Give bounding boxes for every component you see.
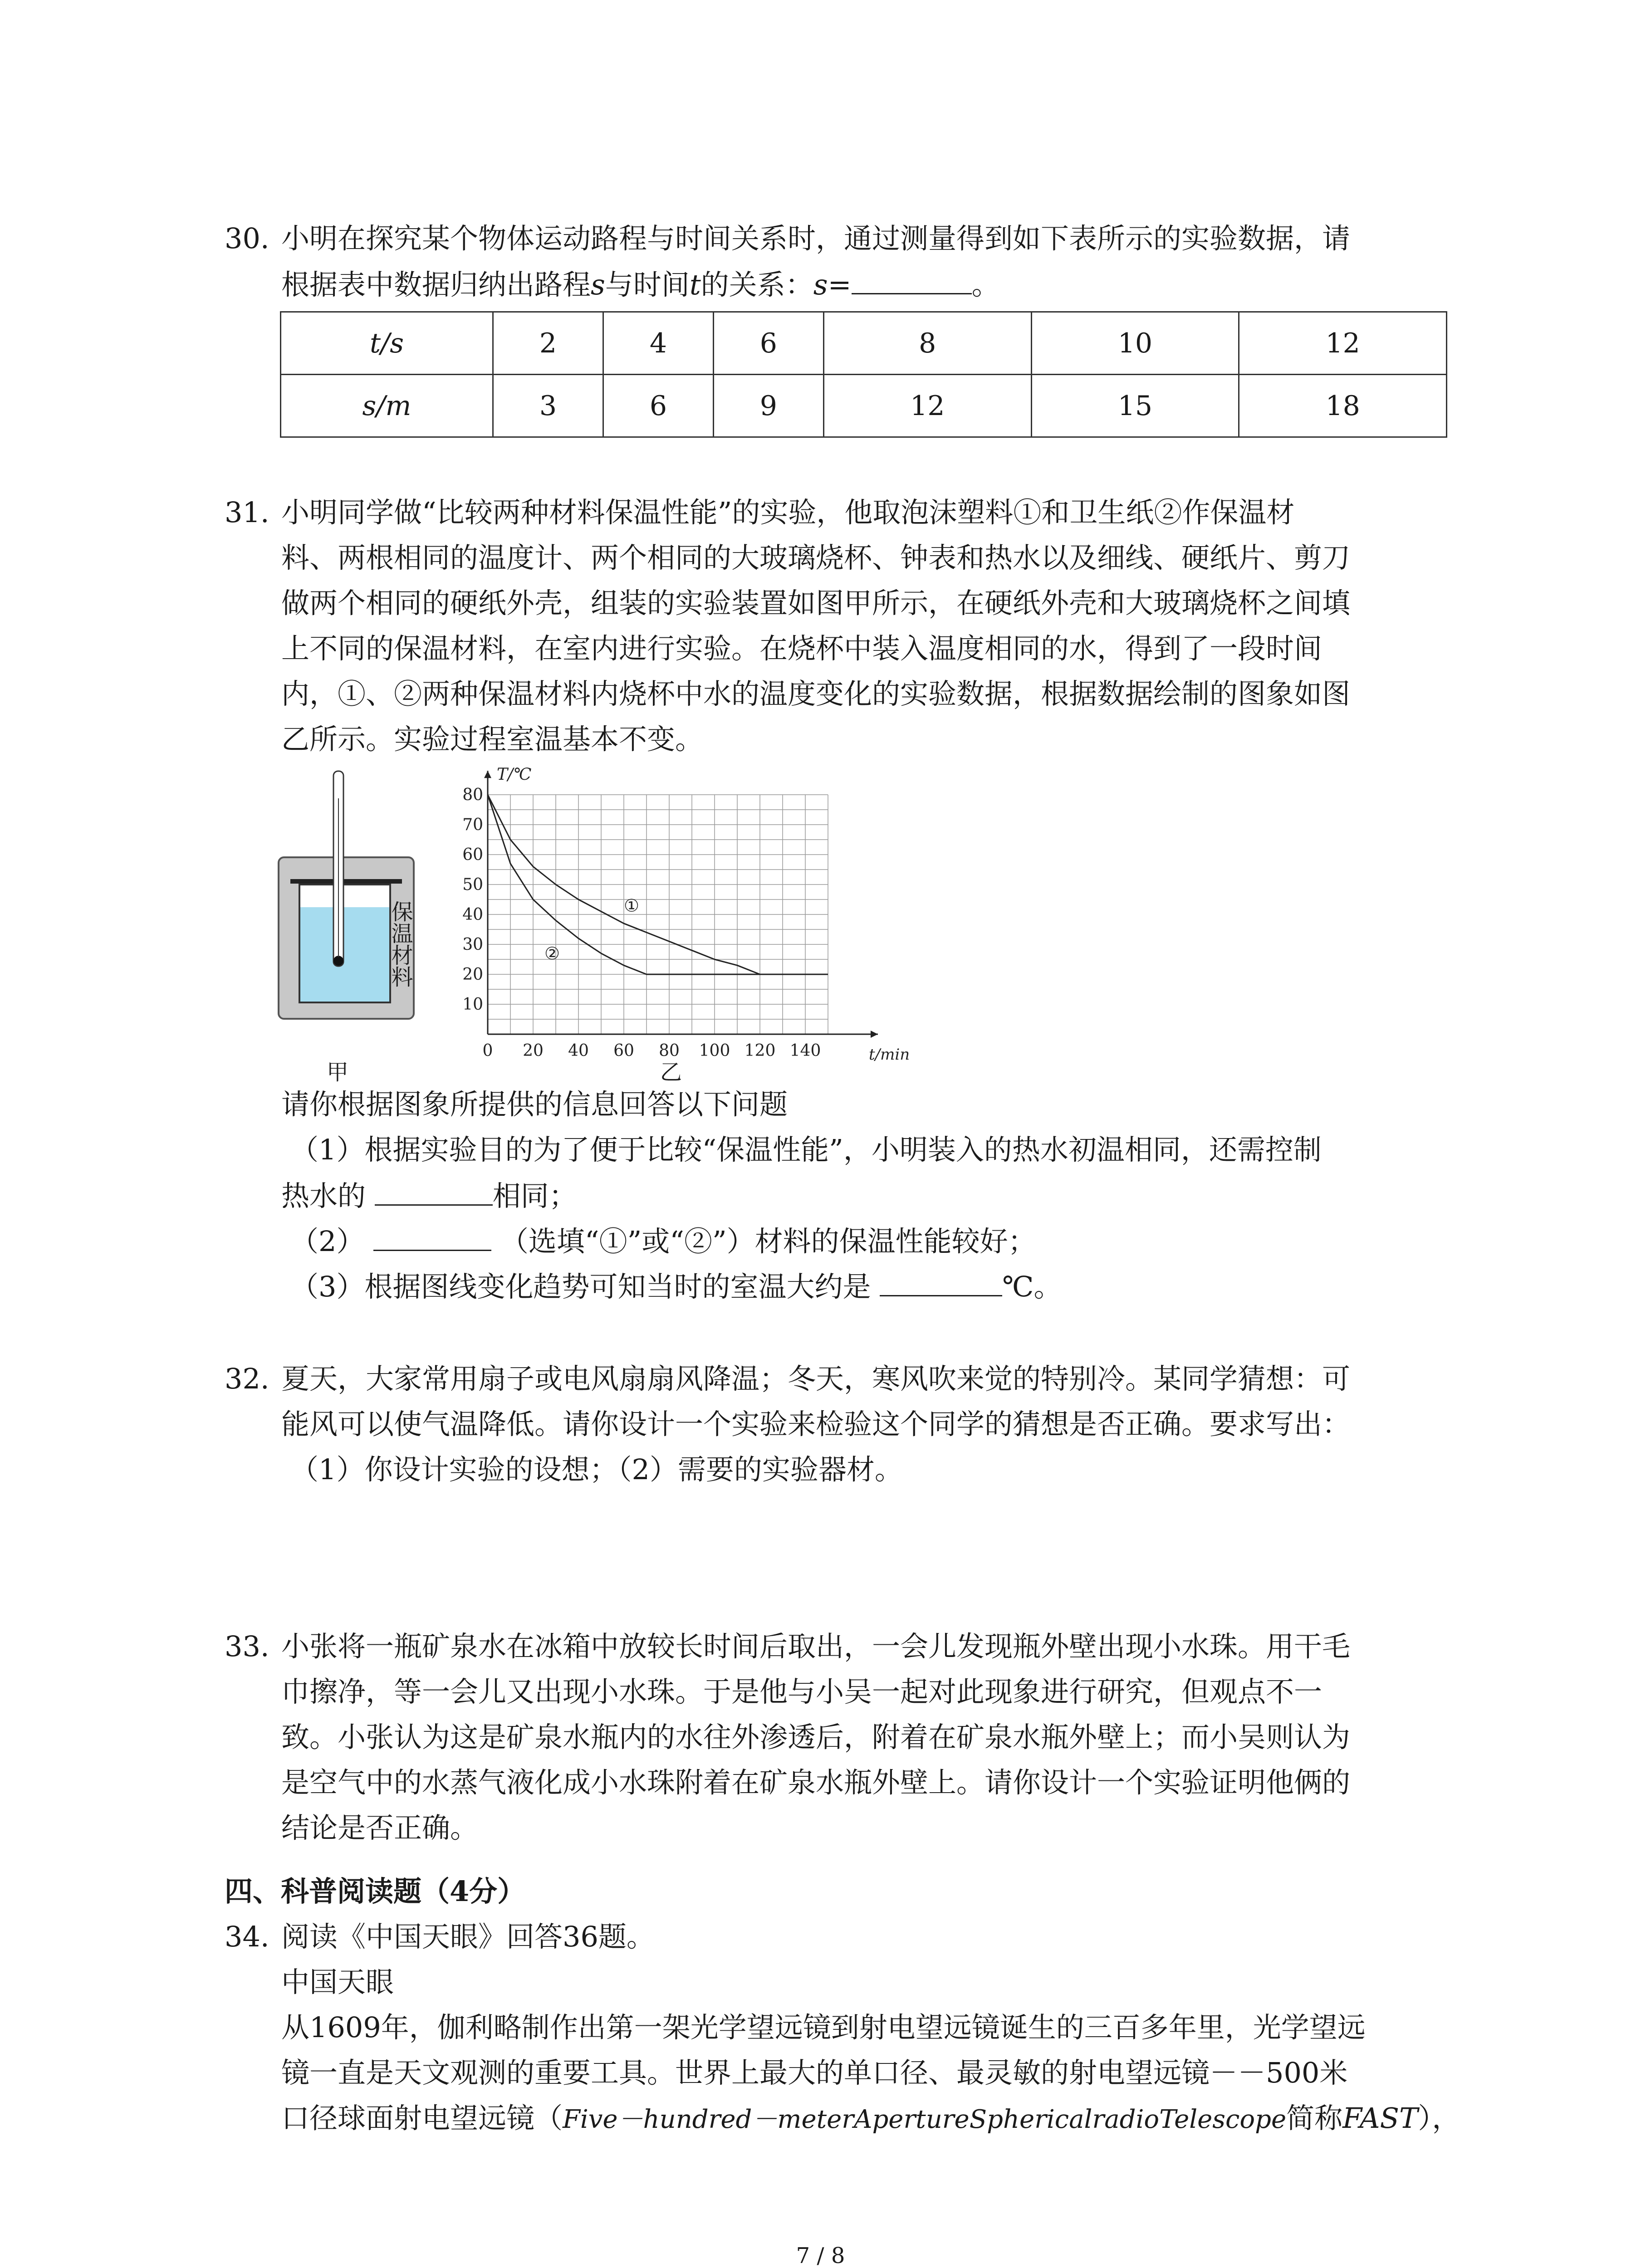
q33-line-2: 巾擦净，等一会儿又出现小水珠。于是他与小吴一起对此现象进行研究，但观点不一 [281, 1675, 1323, 1708]
q31-sub2 [290, 1218, 1036, 1264]
q34-number: 34. [225, 1920, 269, 1953]
q34-title: 中国天眼 [281, 1965, 394, 1999]
y-tick-label: 10 [462, 995, 483, 1014]
q34-line-5-a: 口径球面射电望远镜（ [281, 2102, 563, 2135]
table-cell: 2 [493, 312, 603, 375]
table-cell: 8 [823, 312, 1031, 375]
y-tick-label: 80 [462, 786, 483, 804]
section-heading: 四、科普阅读题（4分） [225, 1875, 526, 1908]
q31-number: 31. [225, 496, 269, 529]
x-axis-label: t/min [869, 1046, 910, 1064]
table-cell: 9 [713, 375, 823, 437]
x-tick-label: 40 [568, 1041, 589, 1060]
x-tick-label: 120 [744, 1041, 776, 1060]
q30-eq: s= [813, 268, 852, 301]
q31-line-3: 做两个相同的硬纸外壳，组装的实验装置如图甲所示，在硬纸外壳和大玻璃烧杯之间填 [281, 587, 1351, 620]
series-label-1: ① [624, 895, 640, 916]
q31-sub1-b: 热水的 [281, 1179, 366, 1212]
table-cell: 3 [493, 375, 603, 437]
q30-answer-blank[interactable] [852, 261, 972, 294]
table-cell: 6 [713, 312, 823, 375]
table-cell: 12 [823, 375, 1031, 437]
table-row-t [281, 312, 1447, 375]
q34-line-5-c: ）， [1418, 2102, 1460, 2135]
q33-line-3: 致。小张认为这是矿泉水瓶内的水往外渗透后，附着在矿泉水瓶外壁上；而小吴则认为 [281, 1721, 1351, 1754]
q32-line-2: 能风可以使气温降低。请你设计一个实验来检验这个同学的猜想是否正确。要求写出： [281, 1408, 1351, 1441]
q30-line-2-end: 。 [971, 268, 1000, 301]
q30-number: 30. [225, 222, 269, 255]
table-cell: 12 [1239, 312, 1447, 375]
q31-sub1-line1: （1）根据实验目的为了便于比较“保温性能”，小明装入的热水初温相同，还需控制 [290, 1133, 1322, 1166]
thermometer-bulb [333, 956, 343, 966]
q31-sub3 [290, 1263, 1062, 1310]
fig-yi-caption: 乙 [660, 1060, 682, 1085]
x-tick-label: 60 [613, 1041, 634, 1060]
y-tick-label: 40 [462, 905, 483, 924]
q33-line-1: 小张将一瓶矿泉水在冰箱中放较长时间后取出，一会儿发现瓶外壁出现小水珠。用干毛 [281, 1630, 1351, 1663]
q34-line-1: 阅读《中国天眼》回答36题。 [281, 1920, 655, 1953]
y-axis-label: T/℃ [497, 765, 532, 784]
q31-prompt: 请你根据图象所提供的信息回答以下问题 [281, 1088, 788, 1121]
y-axis-arrow [484, 771, 491, 778]
y-tick-label: 20 [462, 965, 483, 984]
y-tick-label: 60 [462, 846, 483, 864]
q34-line-5-b: 简称 [1286, 2102, 1343, 2135]
table-cell: 6 [603, 375, 713, 437]
q31-line-2: 料、两根相同的温度计、两个相同的大玻璃烧杯、钟表和热水以及细线、硬纸片、剪刀 [281, 541, 1351, 574]
q30-var-t: t [689, 268, 701, 301]
table-row-s [281, 375, 1447, 437]
q31-sub2-b: （选填“①”或“②”）材料的保温性能较好； [500, 1225, 1036, 1258]
q33-line-4: 是空气中的水蒸气液化成小水珠附着在矿泉水瓶外壁上。请你设计一个实验证明他俩的 [281, 1766, 1351, 1799]
q31-sub1-c: 相同； [492, 1179, 577, 1212]
x-tick-label: 140 [789, 1041, 821, 1060]
table-head-s: s/m [281, 375, 493, 437]
q31-line-1: 小明同学做“比较两种材料保温性能”的实验，他取泡沫塑料①和卫生纸②作保温材 [281, 496, 1295, 529]
water [300, 907, 389, 1002]
q31-sub2-blank[interactable] [373, 1218, 491, 1251]
q34-line-4: 镜一直是天文观测的重要工具。世界上最大的单口径、最灵敏的射电望远镜－－500米 [281, 2056, 1348, 2089]
q32-line-3: （1）你设计实验的设想；（2）需要的实验器材。 [290, 1453, 903, 1486]
q30-data-table [280, 311, 1447, 438]
y-tick-label: 30 [462, 935, 483, 954]
series-label-2: ② [544, 943, 560, 963]
q30-line-1: 小明在探究某个物体运动路程与时间关系时，通过测量得到如下表所示的实验数据，请 [281, 222, 1351, 255]
x-tick-label: 0 [482, 1041, 493, 1060]
x-tick-label: 80 [659, 1041, 680, 1060]
q33-line-5: 结论是否正确。 [281, 1811, 479, 1844]
table-head-t: t/s [281, 312, 493, 375]
page-number: 7 / 8 [796, 2243, 845, 2268]
q31-sub3-blank[interactable] [880, 1263, 1002, 1296]
table-cell: 15 [1031, 375, 1239, 437]
q31-sub1-line2 [281, 1173, 577, 1219]
q34-fast-full-name: Five－hundred－meterApertureSphericalradioTelescope [563, 2105, 1287, 2134]
q31-line-5: 内，①、②两种保温材料内烧杯中水的温度变化的实验数据，根据数据绘制的图象如图 [281, 677, 1351, 710]
q30-line-2-c: 的关系： [700, 268, 813, 301]
q31-line-6: 乙所示。实验过程室温基本不变。 [281, 723, 704, 756]
q31-sub1-blank[interactable] [375, 1173, 493, 1206]
y-tick-label: 50 [462, 875, 483, 894]
q30-line-2 [281, 261, 1000, 308]
q31-sub3-b: ℃。 [1002, 1270, 1062, 1303]
fig-jia-caption: 甲 [327, 1060, 349, 1085]
table-cell: 18 [1239, 375, 1447, 437]
material-label: 保温材料 [387, 900, 413, 987]
table-cell: 10 [1031, 312, 1239, 375]
x-tick-label: 20 [523, 1041, 544, 1060]
q34-fast-abbr: FAST [1342, 2102, 1418, 2135]
q30-line-2-b: 与时间 [605, 268, 690, 301]
y-tick-label: 70 [462, 816, 483, 834]
q32-number: 32. [225, 1362, 269, 1395]
q30-line-2-a: 根据表中数据归纳出路程 [281, 268, 591, 301]
temperature-chart [454, 765, 910, 1066]
q31-line-4: 上不同的保温材料，在室内进行实验。在烧杯中装入温度相同的水，得到了一段时间 [281, 632, 1323, 665]
x-tick-label: 100 [699, 1041, 730, 1060]
q34-line-3: 从1609年，伽利略制作出第一架光学望远镜到射电望远镜诞生的三百多年里，光学望远 [281, 2011, 1366, 2044]
q33-number: 33. [225, 1630, 269, 1663]
lid [290, 879, 402, 884]
q31-sub2-a: （2） [290, 1225, 365, 1258]
q30-var-s: s [591, 268, 605, 301]
q31-sub3-a: （3）根据图线变化趋势可知当时的室温大约是 [290, 1270, 871, 1303]
table-cell: 4 [603, 312, 713, 375]
q32-line-1: 夏天，大家常用扇子或电风扇扇风降温；冬天，寒风吹来觉的特别冷。某同学猜想：可 [281, 1362, 1351, 1395]
q34-line-5 [281, 2096, 1460, 2142]
x-axis-arrow [871, 1031, 878, 1038]
